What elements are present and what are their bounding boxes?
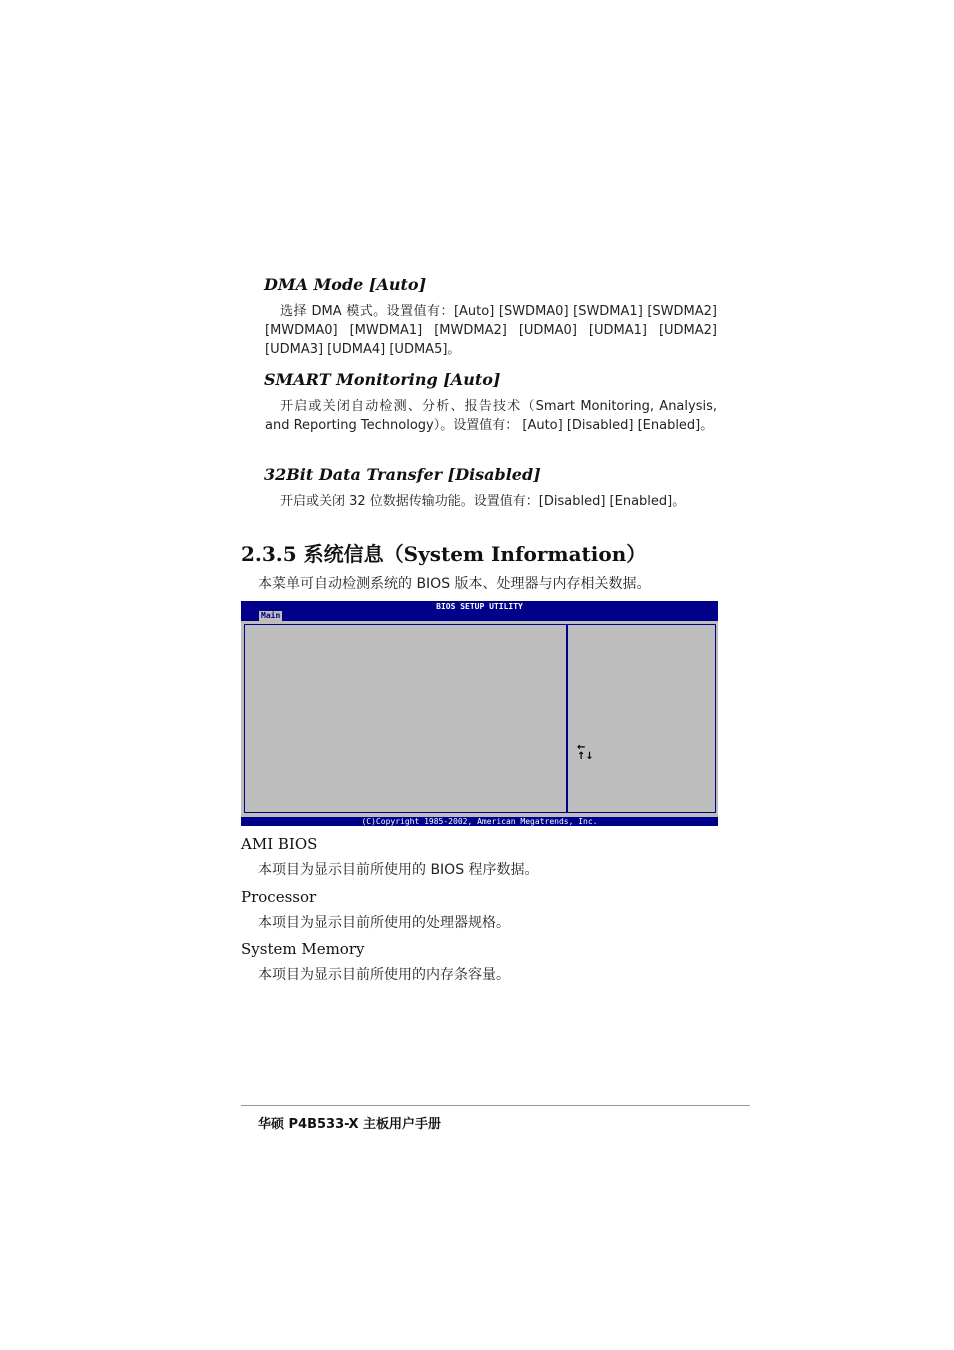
arrow-left-icon: ←: [577, 742, 586, 753]
processor-desc: 本项目为显示目前所使用的处理器规格。: [258, 915, 510, 931]
bios-title-bar: [241, 601, 718, 621]
dma-mode-heading: DMA Mode [Auto]: [264, 275, 427, 294]
footer-text: 华硕 P4B533-X 主板用户手册: [258, 1117, 442, 1132]
bios-help-panel: [567, 624, 716, 813]
smart-monitoring-heading: SMART Monitoring [Auto]: [264, 370, 501, 389]
bios-screen: [241, 601, 718, 826]
bios-copyright: (C)Copyright 1985-2002, American Megatrends, Inc.: [361, 817, 598, 826]
32bit-transfer-heading: 32Bit Data Transfer [Disabled]: [264, 465, 541, 484]
tab-main[interactable]: Main: [261, 611, 281, 620]
bios-status-bar: [241, 817, 718, 826]
smart-monitoring-description: 开启或关闭自动检测、分析、报告技术（Smart Monitoring, Analysis, and Reporting Technology）。设置值有： [Auto] [Disabled] [Enabled]。: [265, 399, 717, 433]
dma-mode-description: 选择 DMA 模式。设置值有：[Auto] [SWDMA0] [SWDMA1] [SWDMA2] [MWDMA0] [MWDMA1] [MWDMA2] [UDMA0] [UDMA1] [UDMA2] [UDMA3] [UDMA4] [UDMA5]。: [265, 304, 717, 357]
bios-main-panel: [244, 624, 567, 813]
arrow-updown-icon: ↑↓: [577, 751, 594, 762]
system-memory-desc: 本项目为显示目前所使用的内存条容量。: [258, 967, 510, 983]
ami-bios-term: AMI BIOS: [241, 835, 318, 853]
processor-term: Processor: [241, 888, 317, 906]
bios-title: BIOS SETUP UTILITY: [436, 602, 523, 611]
footer-divider: [241, 1105, 750, 1106]
section-intro: 本菜单可自动检测系统的 BIOS 版本、处理器与内存相关数据。: [258, 576, 651, 592]
system-memory-term: System Memory: [241, 940, 365, 958]
section-title: 2.3.5 系统信息（System Information）: [241, 542, 647, 566]
32bit-transfer-description: 开启或关闭 32 位数据传输功能。设置值有：[Disabled] [Enabled]。: [280, 494, 686, 509]
ami-bios-desc: 本项目为显示目前所使用的 BIOS 程序数据。: [258, 862, 539, 878]
navigation-arrows-icon: [577, 743, 594, 761]
